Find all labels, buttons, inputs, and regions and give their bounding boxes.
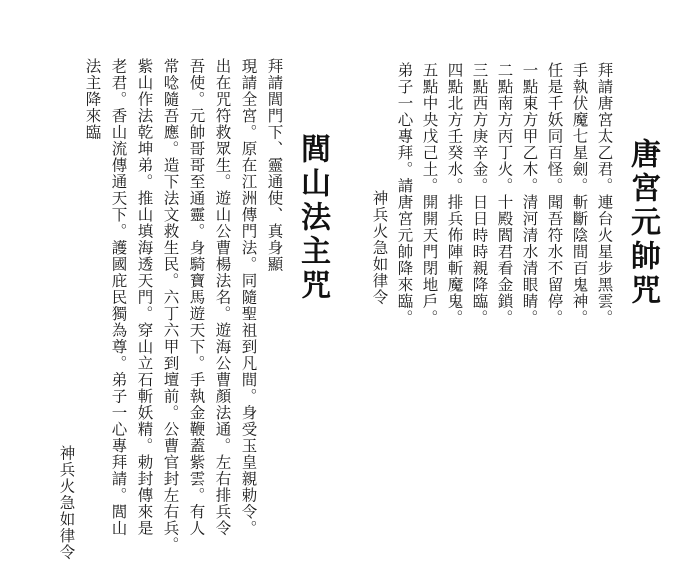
tanggong-line-9: 弟子一心專拜。請唐宮元帥降來臨。 xyxy=(395,62,414,326)
lushan-line-2: 現請全宮。原在江洲傳門法。同隨聖祖到凡間。身受玉皇親勅令。 xyxy=(239,58,258,537)
lushan-line-5: 常唸隨吾應。造下法文救生民。六丁六甲到壇前。公曹官封左右兵。 xyxy=(161,58,180,553)
tanggong-line-5: 二點南方丙丁火。十殿閻君看金鎖。 xyxy=(495,62,514,326)
tanggong-line-4: 一點東方甲乙木。清河清水清眼睛。 xyxy=(520,62,539,326)
lushan-line-6: 紫山作法乾坤弟。推山填海透天門。穿山立石斬妖精。勅封傳來是 xyxy=(135,58,154,537)
lushan-line-4: 吾使。元帥哥哥至通靈。身騎寶馬遊天下。手執金鞭蓋紫雲。有人 xyxy=(187,58,206,537)
tanggong-line-3: 任是千妖同百怪。聞吾符水不留停。 xyxy=(545,62,564,326)
lushan-line-7: 老君。香山流傳通天下。護國庇民獨為尊。弟子一心專拜請。閭山 xyxy=(109,58,128,537)
tanggong-line-1: 拜請唐宮太乙君。連台火星步黑雲。 xyxy=(595,62,614,326)
section-title-lushan: 閭山法主咒 xyxy=(295,133,330,303)
section-title-tanggong: 唐宮元帥咒 xyxy=(625,138,660,308)
lushan-line-3: 出在咒符救眾生。遊山公曹楊法名。遊海公曹顏法通。左右排兵令 xyxy=(213,58,232,537)
lushan-line-1: 拜請閭門下、靈通使、真身顯 xyxy=(265,58,284,273)
tanggong-closing: 神兵火急如律令 xyxy=(370,190,389,306)
lushan-line-8: 法主降來臨 xyxy=(83,58,102,141)
tanggong-line-8: 五點中央戊己土。開開天門閉地戶。 xyxy=(420,62,439,326)
tanggong-line-2: 手執伏魔七星劍。斬斷陰間百鬼神。 xyxy=(570,62,589,326)
lushan-closing: 神兵火急如律令 xyxy=(57,445,76,561)
tanggong-line-7: 四點北方壬癸水。排兵佈陣斬魔鬼。 xyxy=(445,62,464,326)
tanggong-line-6: 三點西方庚辛金。日日時時親降臨。 xyxy=(470,62,489,326)
